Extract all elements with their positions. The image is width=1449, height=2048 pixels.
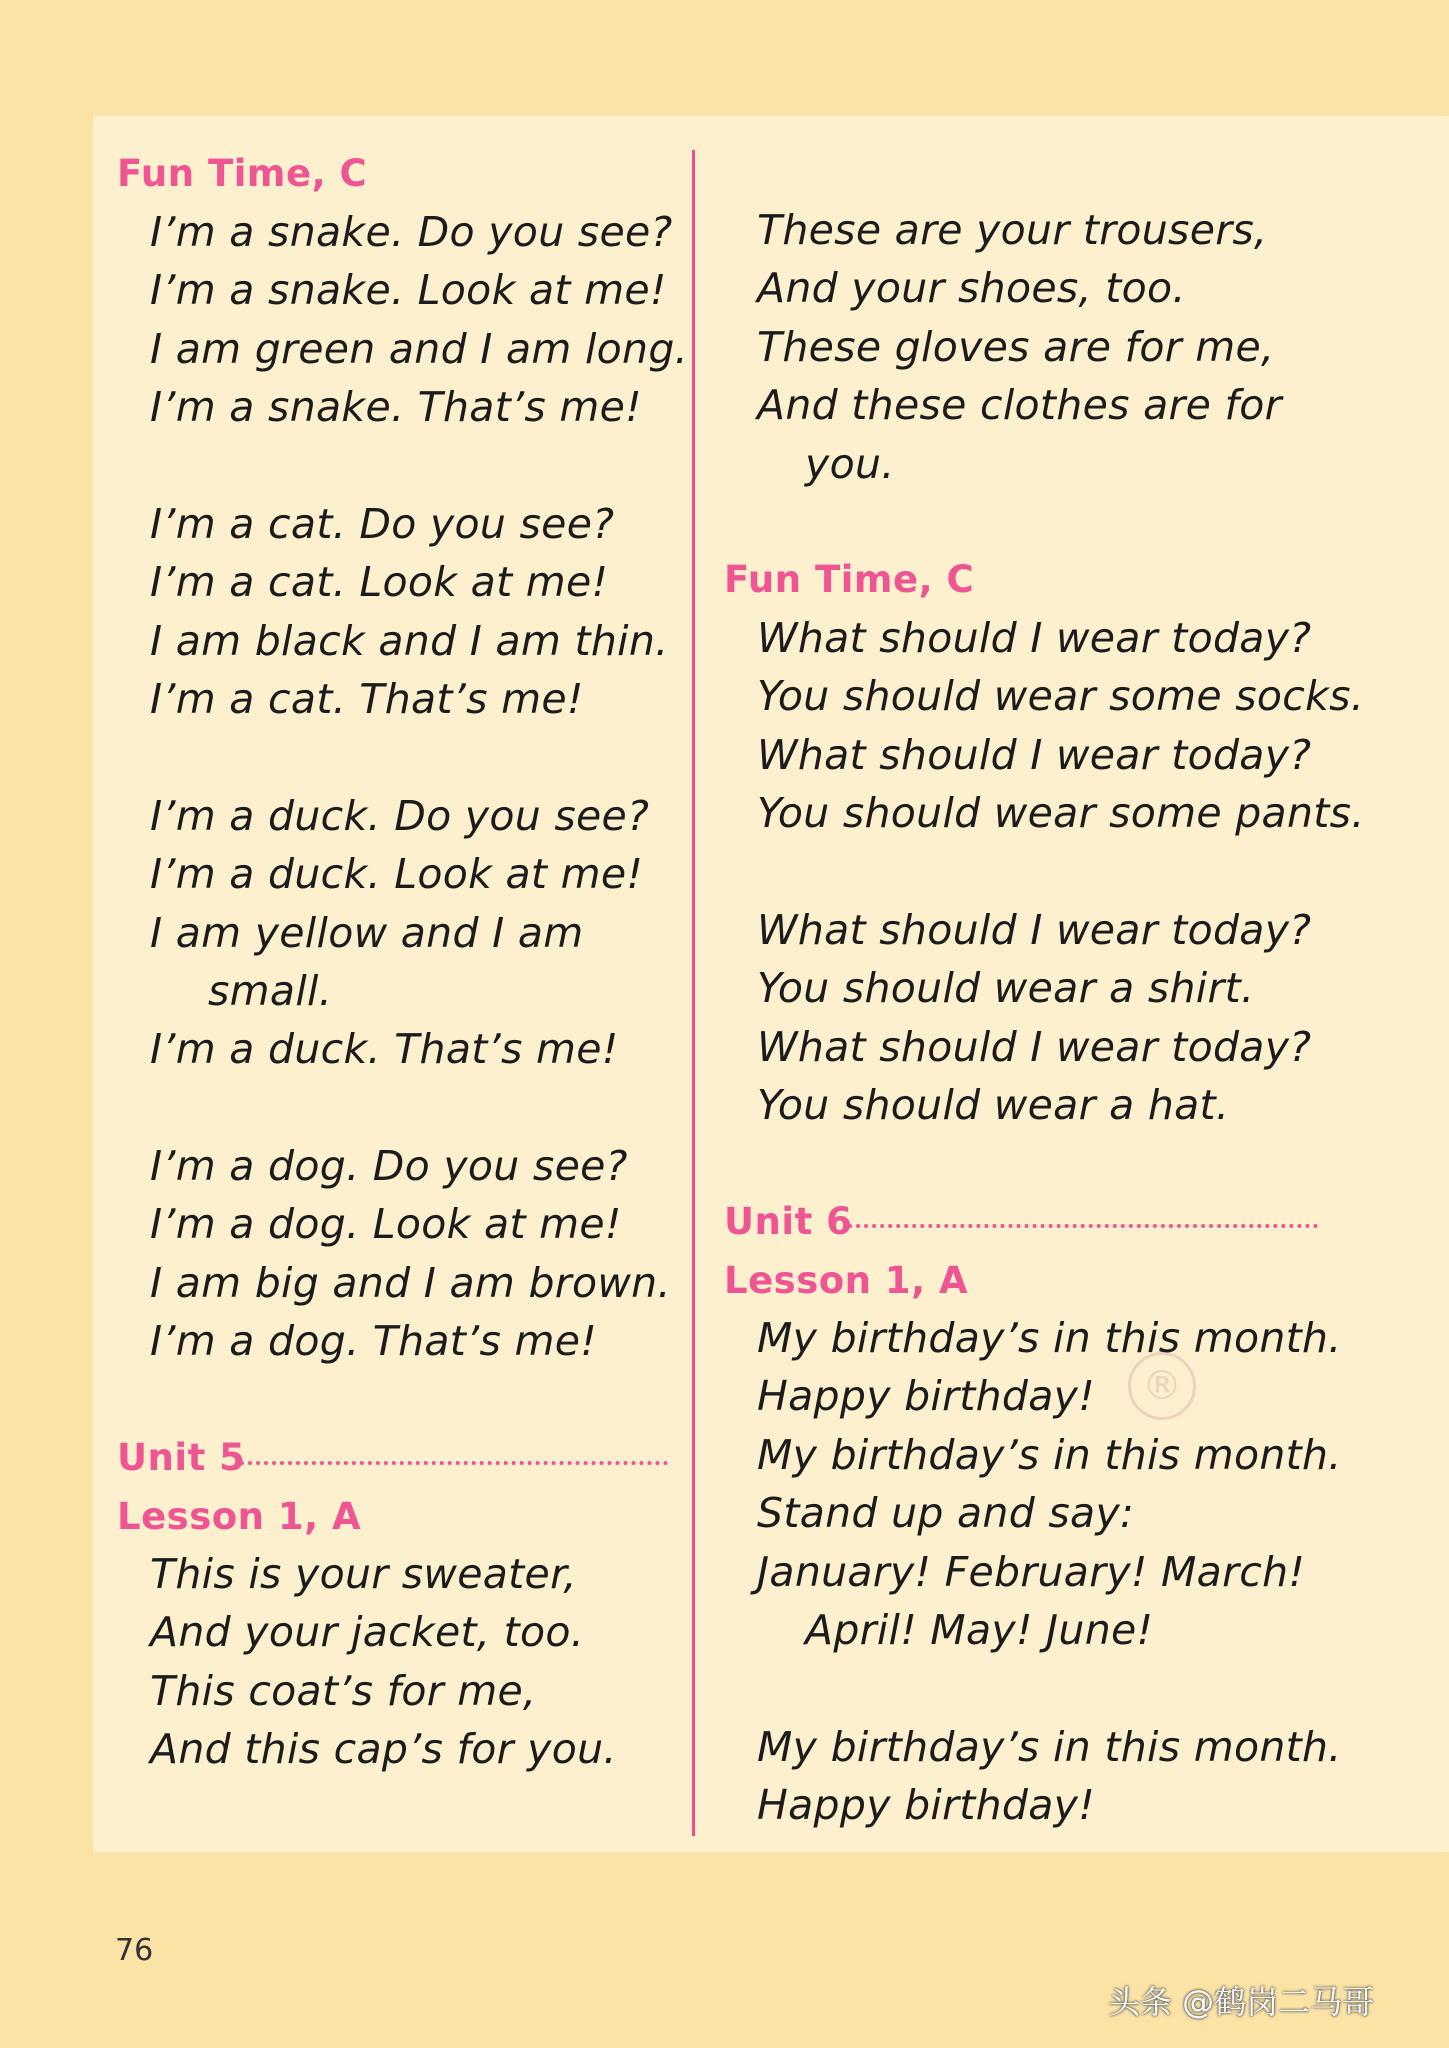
poem-line: Happy birthday!: [757, 1781, 1095, 1829]
poem-line: Stand up and say:: [757, 1489, 1135, 1537]
poem-line: I’m a dog. Do you see?: [150, 1142, 628, 1190]
poem-line: I am big and I am brown.: [150, 1259, 671, 1307]
poem-line: This is your sweater,: [150, 1550, 577, 1598]
poem-line-continuation: small.: [208, 967, 333, 1015]
poem-line: I am green and I am long.: [150, 325, 688, 373]
poem-line: I’m a duck. That’s me!: [150, 1025, 619, 1073]
poem-line: I am yellow and I am: [150, 909, 584, 957]
poem-line: These gloves are for me,: [757, 323, 1275, 371]
poem-line: I’m a dog. Look at me!: [150, 1200, 622, 1248]
poem-line: I’m a cat. Do you see?: [150, 500, 615, 548]
poem-line-continuation: you.: [805, 440, 895, 488]
right-heading-fun-time: Fun Time, C: [724, 558, 975, 601]
lesson-heading: Lesson 1, A: [724, 1259, 969, 1302]
unit-6-dotted-rule: [848, 1224, 1318, 1228]
poem-line-continuation: April! May! June!: [805, 1606, 1154, 1654]
unit-6-heading: Unit 6: [724, 1200, 853, 1243]
poem-line: What should I wear today?: [757, 906, 1312, 954]
registered-mark: ®: [1128, 1352, 1196, 1420]
column-divider: [692, 150, 695, 1836]
poem-line: I’m a duck. Do you see?: [150, 792, 650, 840]
poem-line: And this cap’s for you.: [150, 1725, 617, 1773]
unit-5-dotted-rule: [240, 1461, 668, 1465]
poem-line: I’m a duck. Look at me!: [150, 850, 644, 898]
poem-line: You should wear some pants.: [757, 789, 1365, 837]
poem-line: What should I wear today?: [757, 614, 1312, 662]
poem-line: What should I wear today?: [757, 731, 1312, 779]
source-watermark: 头条 @鹤岗二马哥: [1108, 1983, 1375, 2021]
poem-line: And these clothes are for: [757, 381, 1282, 429]
poem-line: Happy birthday!: [757, 1372, 1095, 1420]
poem-line: You should wear some socks.: [757, 672, 1365, 720]
page-number: 76: [115, 1933, 154, 1968]
poem-line: These are your trousers,: [757, 206, 1268, 254]
poem-line: I am black and I am thin.: [150, 617, 669, 665]
poem-line: My birthday’s in this month.: [757, 1431, 1342, 1479]
poem-line: January! February! March!: [757, 1548, 1306, 1596]
poem-line: My birthday’s in this month.: [757, 1723, 1342, 1771]
poem-line: I’m a dog. That’s me!: [150, 1317, 598, 1365]
poem-line: My birthday’s in this month.: [757, 1314, 1342, 1362]
poem-line: I’m a cat. Look at me!: [150, 558, 609, 606]
poem-line: I’m a snake. Look at me!: [150, 266, 667, 314]
poem-line: This coat’s for me,: [150, 1667, 537, 1715]
poem-line: You should wear a shirt.: [757, 964, 1255, 1012]
poem-line: I’m a snake. That’s me!: [150, 383, 642, 431]
left-heading-fun-time: Fun Time, C: [117, 152, 368, 195]
unit-5-heading: Unit 5: [117, 1436, 246, 1479]
poem-line: What should I wear today?: [757, 1023, 1312, 1071]
poem-line: You should wear a hat.: [757, 1081, 1230, 1129]
poem-line: And your shoes, too.: [757, 264, 1186, 312]
poem-line: I’m a cat. That’s me!: [150, 675, 584, 723]
poem-line: And your jacket, too.: [150, 1608, 585, 1656]
poem-line: I’m a snake. Do you see?: [150, 208, 673, 256]
lesson-heading: Lesson 1, A: [117, 1495, 362, 1538]
